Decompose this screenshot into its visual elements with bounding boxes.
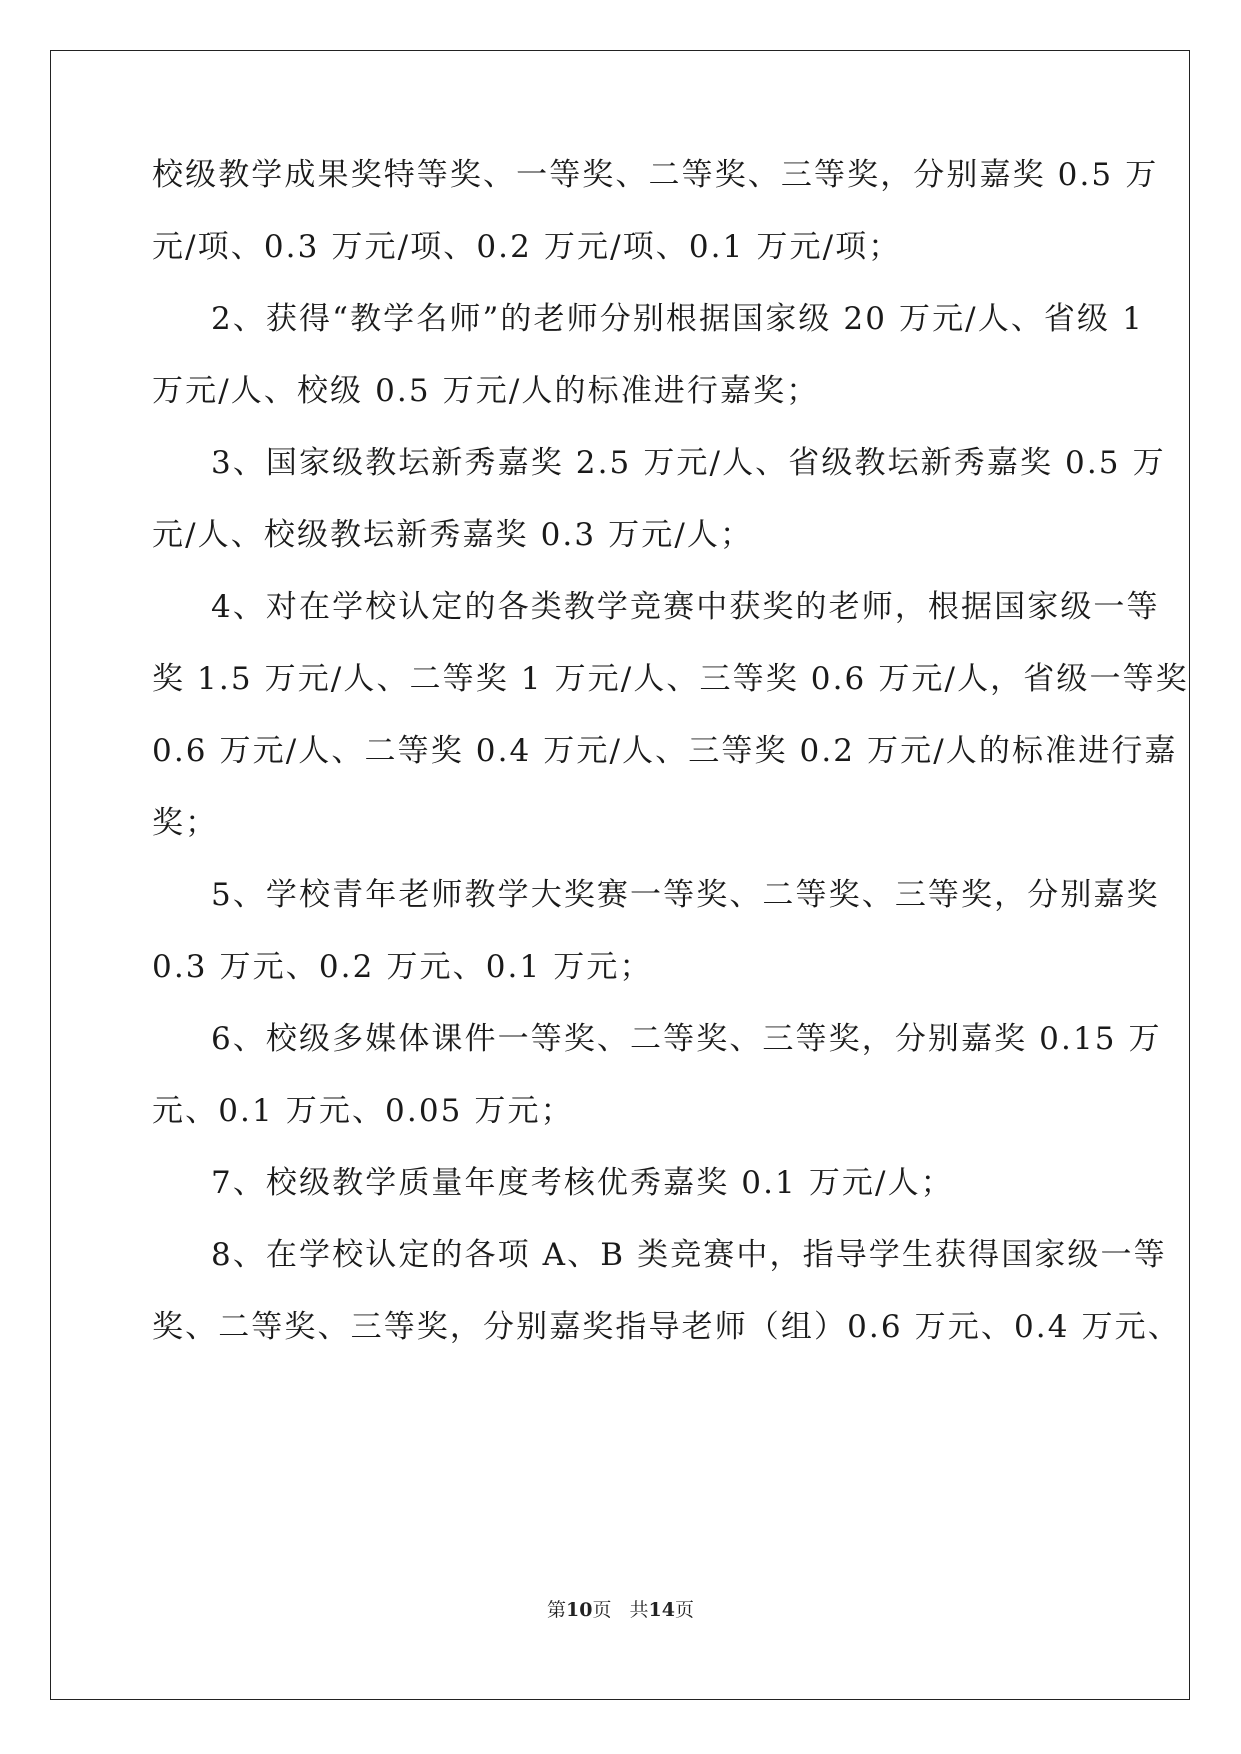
page-prefix: 第 [547,1599,567,1621]
paragraph-start-8: 8、在学校认定的各项 A、B 类竞赛中，指导学生获得国家级一等 [211,1237,1167,1273]
paragraph-start-4: 4、对在学校认定的各类教学竞赛中获奖的老师，根据国家级一等 [211,589,1160,625]
paragraph-start-3: 3、国家级教坛新秀嘉奖 2.5 万元/人、省级教坛新秀嘉奖 0.5 万 [211,445,1166,481]
text-line: 0.3 万元、0.2 万元、0.1 万元； [152,949,653,985]
text-line: 元/人、校级教坛新秀嘉奖 0.3 万元/人； [152,517,754,553]
paragraph-start-7: 7、校级教学质量年度考核优秀嘉奖 0.1 万元/人； [211,1165,954,1201]
page-footer [0,1598,1241,1622]
text-line: 0.6 万元/人、二等奖 0.4 万元/人、三等奖 0.2 万元/人的标准进行嘉 [152,733,1178,769]
paragraph-start-2: 2、获得“教学名师”的老师分别根据国家级 20 万元/人、省级 1 [211,301,1144,337]
total-suffix: 页 [674,1599,694,1621]
text-line: 万元/人、校级 0.5 万元/人的标准进行嘉奖； [152,373,820,409]
text-line: 元、0.1 万元、0.05 万元； [152,1093,574,1129]
page-suffix: 页 [592,1599,612,1621]
paragraph-start-5: 5、学校青年老师教学大奖赛一等奖、二等奖、三等奖，分别嘉奖 [211,877,1160,913]
total-prefix: 共 [629,1599,649,1621]
text-line: 奖、二等奖、三等奖，分别嘉奖指导老师（组）0.6 万元、0.4 万元、 [152,1309,1181,1345]
text-line: 奖 1.5 万元/人、二等奖 1 万元/人、三等奖 0.6 万元/人，省级一等奖 [152,661,1189,697]
text-line: 奖； [152,805,219,841]
text-line: 校级教学成果奖特等奖、一等奖、二等奖、三等奖，分别嘉奖 0.5 万 [152,157,1159,193]
paragraph-start-6: 6、校级多媒体课件一等奖、二等奖、三等奖，分别嘉奖 0.15 万 [211,1021,1162,1057]
text-line: 元/项、0.3 万元/项、0.2 万元/项、0.1 万元/项； [152,229,902,265]
page-current-number: 10 [566,1599,593,1621]
page-total-number: 14 [648,1599,675,1621]
